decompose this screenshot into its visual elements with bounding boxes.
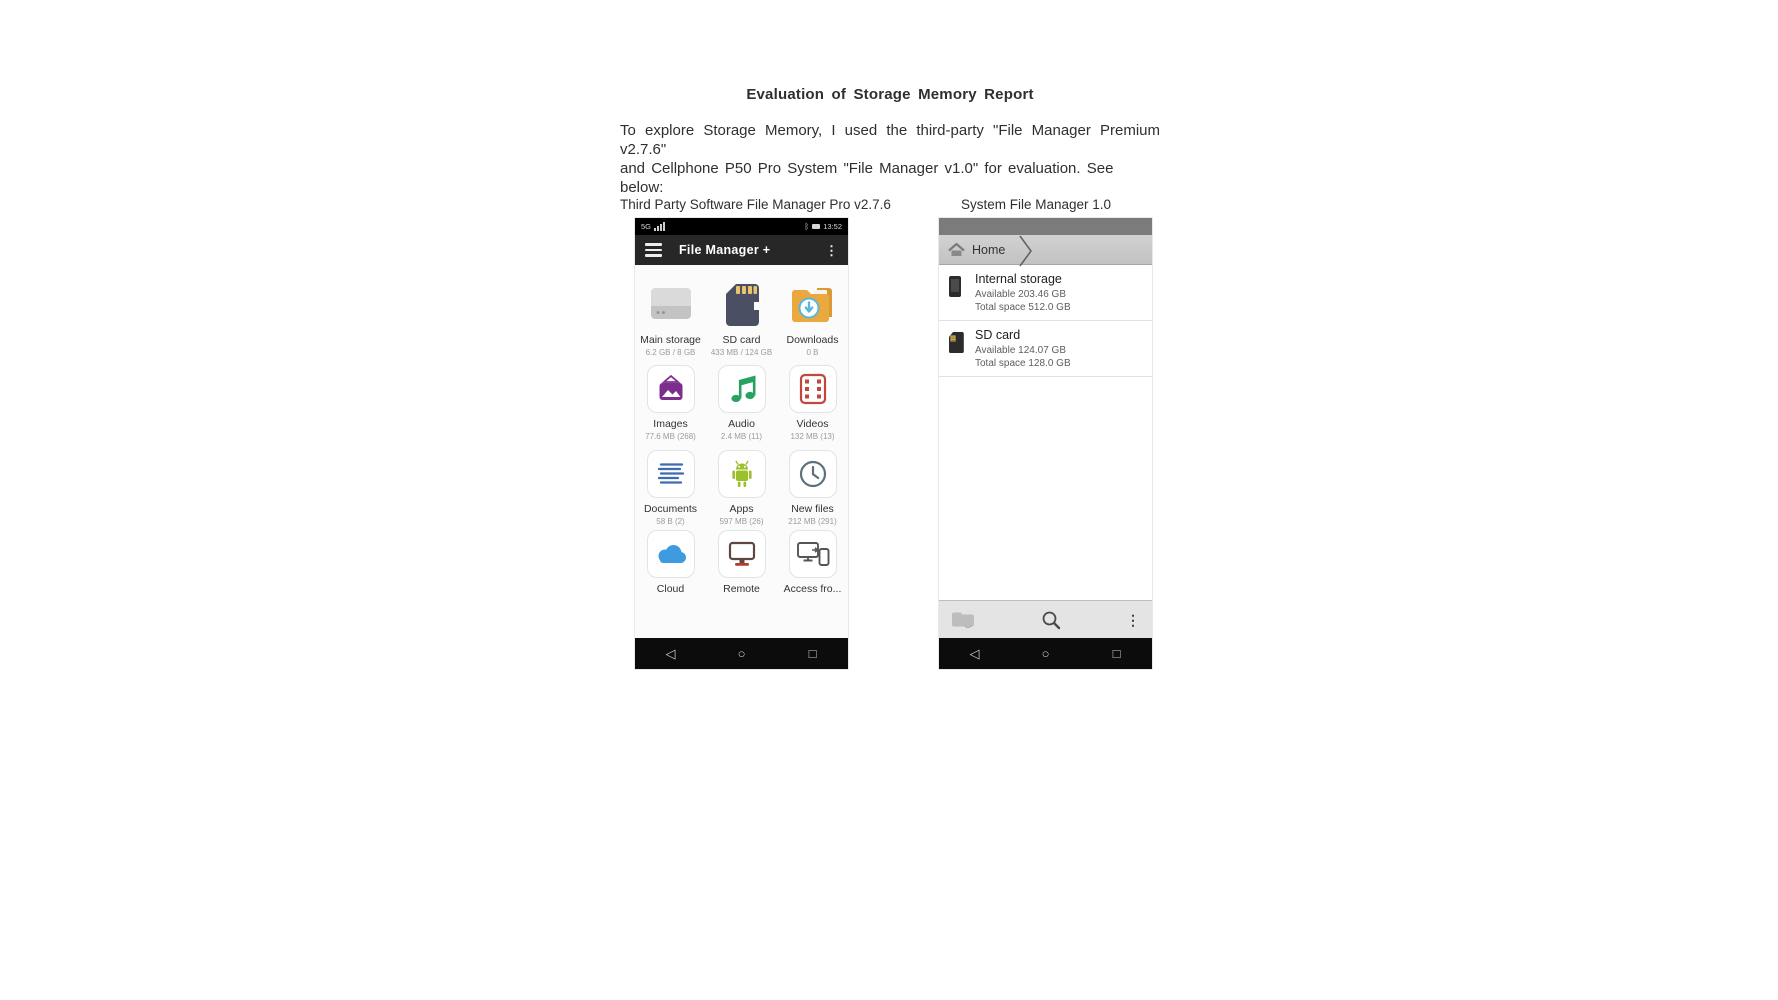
cloud-icon [647,530,695,578]
android-nav-bar [635,638,848,669]
search-icon[interactable] [1041,610,1061,630]
caption-third-party: Third Party Software File Manager Pro v2.7.6 [620,197,891,212]
tile-size: 0 B [806,348,819,357]
download-folder-icon [790,281,836,329]
tile-label: Documents [643,503,698,515]
storage-list [939,265,1152,377]
tile-new-files[interactable] [777,450,848,530]
breadcrumb-home[interactable]: Home [972,242,1006,257]
tile-label: Cloud [656,583,685,595]
status-bar [635,218,848,235]
paragraph-line: To explore Storage Memory, I used the third-party "File Manager Premium v2.7.6" [620,122,1160,158]
tile-label: SD card [722,334,761,346]
folder-icon[interactable] [951,611,975,628]
videos-icon [789,365,837,413]
tile-label: Access fro... [783,583,842,595]
tile-size: 6.2 GB / 8 GB [645,348,696,357]
breadcrumb [939,235,1152,265]
menu-icon[interactable] [645,243,662,256]
nav-home-icon[interactable]: ○ [737,646,746,661]
tile-size: 132 MB (13) [790,432,835,441]
paragraph-line: and Cellphone P50 Pro System "File Manager v1.0" for evaluation. See below: [620,160,1114,196]
item-total: Total space 512.0 GB [975,302,1071,313]
nav-back-icon[interactable]: ◁ [665,646,676,661]
tile-sd-card[interactable] [706,281,777,365]
tile-main-storage[interactable] [635,281,706,365]
tile-apps[interactable] [706,450,777,530]
images-icon [647,365,695,413]
overflow-menu-icon[interactable]: ⋮ [825,242,838,258]
tile-access-from[interactable] [777,530,848,610]
tile-label: Downloads [786,334,839,346]
item-title: SD card [975,328,1021,342]
tile-label: New files [791,503,834,515]
app-title: File Manager + [679,243,771,257]
caption-system: System File Manager 1.0 [961,197,1112,212]
battery-icon [812,224,820,229]
android-icon [718,450,766,498]
page-title: Evaluation of Storage Memory Report [746,86,1034,103]
sd-card-icon [948,328,975,370]
app-bar [635,235,848,265]
tile-label: Apps [729,503,754,515]
item-total: Total space 128.0 GB [975,358,1071,369]
clock-icon [789,450,837,498]
screenshot-file-manager-premium [635,218,848,669]
access-from-pc-icon [789,530,837,578]
tile-documents[interactable] [635,450,706,530]
tile-remote[interactable] [706,530,777,610]
tile-size: 2.4 MB (11) [720,432,763,441]
item-available: Available 203.46 GB [975,289,1066,300]
item-available: Available 124.07 GB [975,345,1066,356]
tile-size: 77.6 MB (268) [645,432,696,441]
nav-home-icon[interactable]: ○ [1041,646,1050,661]
tile-audio[interactable] [706,365,777,450]
intro-paragraph [620,121,1160,197]
hard-drive-icon [648,281,694,329]
tile-label: Videos [796,418,829,430]
list-item-sd-card[interactable] [939,321,1152,377]
signal-strength-icon [654,222,665,231]
tile-label: Remote [723,583,760,595]
item-title: Internal storage [975,272,1062,286]
tile-images[interactable] [635,365,706,450]
internal-storage-icon [948,272,975,314]
tile-size: 433 MB / 124 GB [710,348,773,357]
screenshot-system-file-manager [939,218,1152,669]
android-nav-bar [939,638,1152,669]
nav-back-icon[interactable]: ◁ [969,646,980,661]
nav-recents-icon[interactable]: □ [1112,646,1121,661]
nav-recents-icon[interactable]: □ [808,646,817,661]
tile-cloud[interactable] [635,530,706,610]
overflow-menu-icon[interactable]: ⋮ [1126,611,1140,628]
audio-icon [718,365,766,413]
tile-label: Audio [728,418,755,430]
tile-videos[interactable] [777,365,848,450]
network-type-label: 5G [641,222,652,231]
category-grid [635,265,848,638]
tile-label: Images [653,418,688,430]
tile-size: 58 B (2) [656,517,685,526]
home-icon [948,243,965,257]
list-item-internal-storage[interactable] [939,265,1152,321]
bottom-toolbar [939,600,1152,638]
sd-card-icon [724,281,760,329]
status-bar [939,218,1152,235]
documents-icon [647,450,695,498]
tile-size: 212 MB (291) [788,517,837,526]
tile-size: 597 MB (26) [719,517,764,526]
tile-label: Main storage [640,334,701,346]
clock-time: 13:52 [823,222,842,231]
bluetooth-icon: ᛒ [804,221,810,231]
tile-downloads[interactable] [777,281,848,365]
breadcrumb-chevron-icon [1019,235,1033,267]
remote-monitor-icon [718,530,766,578]
